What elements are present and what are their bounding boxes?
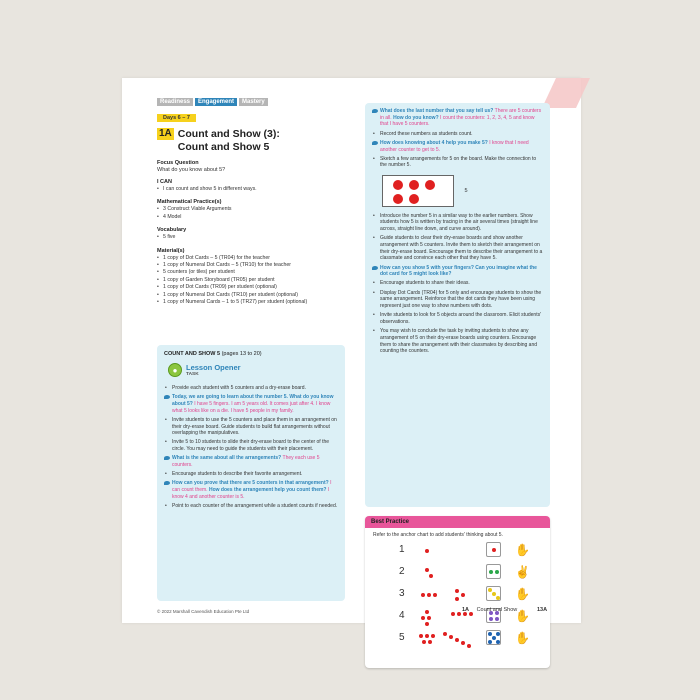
right-instructions-box: [365, 103, 550, 507]
list-item: • 1 copy of Dot Cards (TR09) per student (optional): [157, 284, 345, 291]
footer-section-title: Count and Show: [476, 607, 518, 613]
card-dot: [488, 632, 492, 636]
answer-text: I count the counters: 1, 2, 3, 4, 5 and know that I have 5 counters.: [380, 114, 535, 128]
hand-icon: ✋: [515, 587, 530, 601]
red-dot: [425, 180, 435, 190]
card-dot: [492, 548, 496, 552]
corner-page-tab: [542, 78, 590, 108]
lesson-header: [157, 98, 345, 306]
lesson-title-line2: Count and Show 5: [177, 141, 270, 153]
list-item: • 1 copy of Numeral Dot Cards – 5 (TR10) for the teacher: [157, 262, 345, 269]
days-label: Days 6 – 7: [157, 114, 196, 122]
hand-icon: ✋: [515, 631, 530, 645]
anchor-row-5: [365, 630, 550, 650]
list-item: • Display Dot Cards (TR04) for 5 only and encourage students to show the same arrangement. Reinforce that the dot cards they have been using represent just one way to show numbers with dots.: [372, 290, 543, 310]
red-dot: [422, 640, 426, 644]
best-practice-heading: Best Practice: [365, 516, 550, 528]
dot-card: [486, 564, 501, 579]
opener-section-heading: [164, 351, 338, 357]
hand-icon: ✌: [515, 565, 530, 579]
list-item: • 5 five: [157, 234, 345, 241]
lesson-title-line1: Count and Show (3):: [177, 128, 280, 140]
question-item: [164, 455, 338, 468]
card-dot: [488, 588, 492, 592]
red-dot: [451, 612, 455, 616]
anchor-row-1: [365, 542, 550, 562]
question-item: [164, 480, 338, 500]
red-dot: [425, 549, 429, 553]
red-dot: [431, 634, 435, 638]
tag-mastery: Mastery: [239, 98, 268, 106]
vocabulary-list: [157, 234, 345, 241]
materials-heading: Material(s): [157, 247, 185, 254]
page-number: 13A: [537, 607, 548, 613]
lesson-title-row: [157, 128, 345, 154]
materials-list: [157, 255, 345, 307]
red-dot: [393, 194, 403, 204]
card-dot: [489, 617, 493, 621]
card-dot: [495, 617, 499, 621]
opener-section-title: COUNT AND SHOW 5: [164, 351, 221, 357]
list-item: • Encourage students to describe their favorite arrangement.: [164, 471, 338, 478]
card-dot: [492, 592, 496, 596]
ican-list: [157, 186, 345, 193]
red-dot: [419, 634, 423, 638]
list-item: • Sketch a few arrangements for 5 on the board. Make the connection to the number 5.: [372, 156, 543, 169]
practices-heading: Mathematical Practice(s): [157, 199, 222, 206]
practices-list: [157, 206, 345, 221]
list-item: • You may wish to conclude the task by inviting students to show any arrangement of 5 on their dry-erase boards using counters. Encourage them to share the arrangement with their classmates by describing and counting the counters.: [372, 328, 543, 355]
anchor-row-4: [365, 608, 550, 628]
red-dot: [457, 612, 461, 616]
list-item: • 3 Construct Viable Arguments: [157, 206, 345, 213]
focus-text: What do you know about 5?: [157, 167, 226, 173]
anchor-number: 3: [399, 588, 405, 599]
card-dot: [496, 596, 500, 600]
card-dot: [488, 640, 492, 644]
red-dot: [429, 574, 433, 578]
list-item: • Guide students to clear their dry-erase boards and show another arrangement with 5 counters. Invite them to sketch their arrangement on their dry-erase board. Encourage them to describe their arrangement to a classmate and convince each other that they have 5.: [372, 235, 543, 262]
hand-icon: ✋: [515, 543, 530, 557]
anchor-row-2: [365, 564, 550, 584]
question-item: [164, 394, 338, 414]
opener-list: [164, 385, 338, 510]
anchor-chart: [365, 542, 550, 662]
list-item: • 1 copy of Garden Storyboard (TR05) per student: [157, 277, 345, 284]
red-dot: [455, 589, 459, 593]
list-item: • 1 copy of Dot Cards – 5 (TR04) for the teacher: [157, 255, 345, 262]
red-dot: [421, 616, 425, 620]
card-dot: [496, 632, 500, 636]
answer-text: There are 5 counters in all.: [380, 108, 542, 121]
lesson-opener-box: [157, 345, 345, 601]
question-text: How do you know?: [393, 114, 439, 121]
tag-engagement: Engagement: [195, 98, 237, 106]
best-practice-intro: Refer to the anchor chart to add students' thinking about 5.: [373, 532, 503, 538]
list-item: • 5 counters (or tiles) per student: [157, 269, 345, 276]
footer-lesson: 1A: [462, 607, 470, 613]
right-list: [372, 108, 543, 169]
red-dot: [421, 593, 425, 597]
answer-text: They each use 5 counters.: [172, 455, 320, 469]
red-dot: [427, 593, 431, 597]
footer-section: [462, 607, 517, 613]
dot-card: [486, 542, 501, 557]
opener-title-row: [168, 363, 338, 377]
anchor-number: 1: [399, 544, 405, 555]
list-item: • I can count and show 5 in different ways.: [157, 186, 345, 193]
list-item: • Invite students to use the 5 counters and place them in an arrangement on their dry-erase board. Guide students to build flat arrangements without overlapping the manipulatives.: [164, 417, 338, 437]
dot-card-figure: [372, 172, 543, 210]
list-item: • 1 copy of Numeral Cards – 1 to 5 (TR27) per student (optional): [157, 299, 345, 306]
red-dot: [393, 180, 403, 190]
list-item: • Record these numbers as students count.: [372, 131, 543, 138]
opener-title-block: [186, 364, 241, 377]
lesson-title: [178, 128, 328, 154]
tag-readiness: Readiness: [157, 98, 193, 106]
question-text: What is the same about all the arrangements?: [172, 455, 282, 462]
answer-text: I know 4 and another counter is 5.: [172, 487, 330, 500]
level-tags: [157, 98, 345, 106]
card-dot: [496, 640, 500, 644]
lightbulb-icon: ●: [168, 363, 182, 377]
card-dot: [489, 570, 493, 574]
list-item: • Provide each student with 5 counters and a dry-erase board.: [164, 385, 338, 392]
red-dot: [425, 568, 429, 572]
anchor-number: 5: [399, 632, 405, 643]
textbook-page: [122, 78, 581, 645]
list-item: • Point to each counter of the arrangement while a student counts if needed.: [164, 503, 338, 510]
red-dot: [428, 640, 432, 644]
red-dot: [409, 180, 419, 190]
list-item: • 4 Model: [157, 214, 345, 221]
red-dot: [449, 635, 453, 639]
dot-card-number: 5: [464, 187, 468, 194]
dot-card: [486, 586, 501, 601]
question-text: How can you show 5 with your fingers? Can you imagine what the dot card for 5 might look like?: [380, 264, 537, 278]
red-dot: [455, 638, 459, 642]
red-dot: [443, 632, 447, 636]
red-dot: [425, 622, 429, 626]
answer-text: I can count them.: [172, 480, 332, 494]
opener-subtitle: TASK: [186, 371, 199, 377]
list-item: • 1 copy of Numeral Dot Cards (TR10) per student (optional): [157, 292, 345, 299]
focus-heading: Focus Question: [157, 160, 199, 166]
opener-title: Lesson Opener: [186, 362, 241, 372]
anchor-row-3: [365, 586, 550, 606]
question-item: [372, 108, 543, 128]
hand-icon: ✋: [515, 609, 530, 623]
list-item: • Invite 5 to 10 students to slide their dry-erase board to the center of the circle. You may need to guide the students with their placement.: [164, 439, 338, 452]
list-item: • Invite students to look for 5 objects around the classroom. Elicit students' observations.: [372, 312, 543, 325]
red-dot: [425, 610, 429, 614]
ican-heading: I CAN: [157, 179, 172, 185]
opener-pages: (pages 13 to 20): [221, 351, 262, 357]
question-item: [372, 140, 543, 153]
question-text: What does the last number that you say tell us?: [380, 108, 494, 114]
answer-text: I have 5 fingers. I am 5 years old. It comes just after 4. I know what 5 looks like on a die. I have 5 people in my family.: [172, 400, 331, 414]
footer-copyright: © 2022 Marshall Cavendish Education Pte Ltd: [157, 609, 250, 614]
list-item: • Introduce the number 5 in a similar way to the earlier numbers. Show students how 5 is written by tracing in the air several times (straight line across, straight line down, and curve around).: [372, 213, 543, 233]
dot-card: [486, 630, 501, 645]
anchor-number: 4: [399, 610, 405, 621]
question-text: How does the arrangement help you count them?: [208, 487, 327, 494]
right-list-continued: [372, 213, 543, 355]
red-dot: [461, 593, 465, 597]
red-dot: [427, 616, 431, 620]
dot-card-five: [382, 175, 454, 207]
card-dot: [495, 570, 499, 574]
anchor-number: 2: [399, 566, 405, 577]
red-dot: [409, 194, 419, 204]
lesson-number: 1A: [159, 128, 172, 139]
question-text: Today, we are going to learn about the number 5. What do you know about 5?: [172, 394, 334, 407]
best-practice-box: [365, 516, 550, 668]
red-dot: [467, 644, 471, 648]
question-text: How can you prove that there are 5 counters in that arrangement?: [172, 480, 329, 487]
red-dot: [433, 593, 437, 597]
card-dot: [492, 636, 496, 640]
red-dot: [461, 641, 465, 645]
red-dot: [455, 597, 459, 601]
question-item: [372, 265, 543, 278]
question-text: How does knowing about 4 help you make 5?: [380, 139, 488, 146]
vocabulary-heading: Vocabulary: [157, 227, 187, 234]
red-dot: [425, 634, 429, 638]
list-item: • Encourage students to share their ideas.: [372, 280, 543, 287]
answer-text: I know that I need another counter to get to 5.: [380, 139, 529, 153]
